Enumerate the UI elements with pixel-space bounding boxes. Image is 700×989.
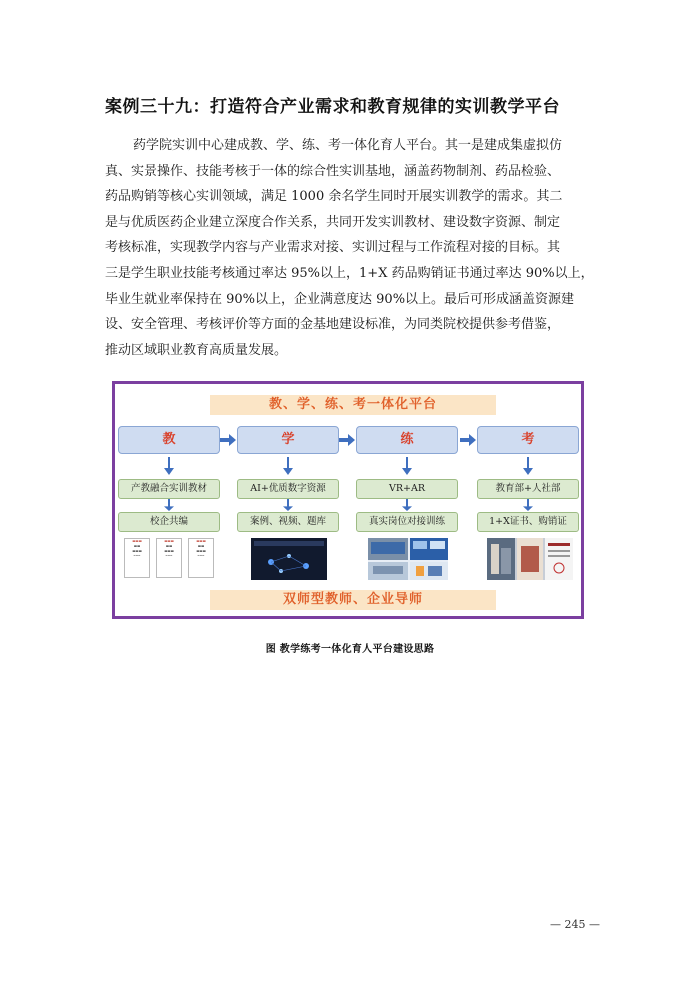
down-arrow-icon [402, 499, 412, 511]
top-banner: 教、学、练、考一体化平台 [210, 395, 496, 415]
right-arrow-icon [339, 434, 355, 446]
practice-item-2: 真实岗位对接训练 [356, 512, 458, 532]
stage-learn: 学 [237, 426, 339, 454]
teach-item-1: 产教融合实训教材 [118, 479, 220, 499]
down-arrow-icon [402, 457, 412, 475]
exam-item-2: 1+X证书、购销证 [477, 512, 579, 532]
down-arrow-icon [523, 457, 533, 475]
stage-exam: 考 [477, 426, 579, 454]
body-line: 真、实景操作、技能考核于一体的综合性实训基地，涵盖药物制剂、药品检验、 [105, 163, 561, 179]
body-line: 考核标准，实现教学内容与产业需求对接、实训过程与工作流程对接的目标。其 [105, 240, 561, 256]
body-line: 是与优质医药企业建立深度合作关系，共同开发实训教材、建设数字资源、制定 [105, 214, 561, 230]
body-line: 推动区域职业教育高质量发展。 [105, 342, 288, 358]
down-arrow-icon [283, 457, 293, 475]
learn-item-2: 案例、视频、题库 [237, 512, 339, 532]
practice-item-1: VR+AR [356, 479, 458, 499]
down-arrow-icon [164, 457, 174, 475]
body-line: 药学院实训中心建成教、学、练、考一体化育人平台。其一是建成集虚拟仿 [133, 138, 563, 153]
stage-teach: 教 [118, 426, 220, 454]
page-number: — 245 — [550, 918, 600, 931]
figure-caption: 图 教学练考一体化育人平台建设思路 [265, 644, 435, 655]
training-room-image [368, 538, 448, 580]
learn-item-1: AI+优质数字资源 [237, 479, 339, 499]
textbook-covers-image: ▬▬▬ ▬▬ ▬▬▬ ▬▬▬ ▬▬▬ ▬▬ ▬▬▬ ▬▬▬ ▬▬▬ ▬▬ ▬▬▬ ▬▬▬ [118, 538, 220, 580]
teach-item-2: 校企共编 [118, 512, 220, 532]
body-line: 毕业生就业率保持在 90%以上，企业满意度达 90%以上。最后可形成涵盖资源建 [105, 291, 575, 307]
down-arrow-icon [164, 499, 174, 511]
exam-item-1: 教育部+人社部 [477, 479, 579, 499]
body-paragraph [105, 133, 597, 363]
body-line: 设、安全管理、考核评价等方面的金基地建设标准，为同类院校提供参考借鉴， [105, 317, 561, 333]
down-arrow-icon [283, 499, 293, 511]
certificate-exam-image [487, 538, 573, 580]
body-line: 三是学生职业技能考核通过率达 95%以上，1+X 药品购销证书通过率达 90%以上， [105, 265, 594, 281]
platform-figure [112, 381, 584, 619]
bottom-banner: 双师型教师、企业导师 [210, 590, 496, 610]
down-arrow-icon [523, 499, 533, 511]
stage-practice: 练 [356, 426, 458, 454]
case-title: 案例三十九：打造符合产业需求和教育规律的实训教学平台 [105, 97, 560, 117]
right-arrow-icon [220, 434, 236, 446]
body-line: 药品购销等核心实训领域，满足 1000 余名学生同时开展实训教学的需求。其二 [105, 189, 563, 205]
right-arrow-icon [460, 434, 476, 446]
digital-resources-image [251, 538, 327, 580]
